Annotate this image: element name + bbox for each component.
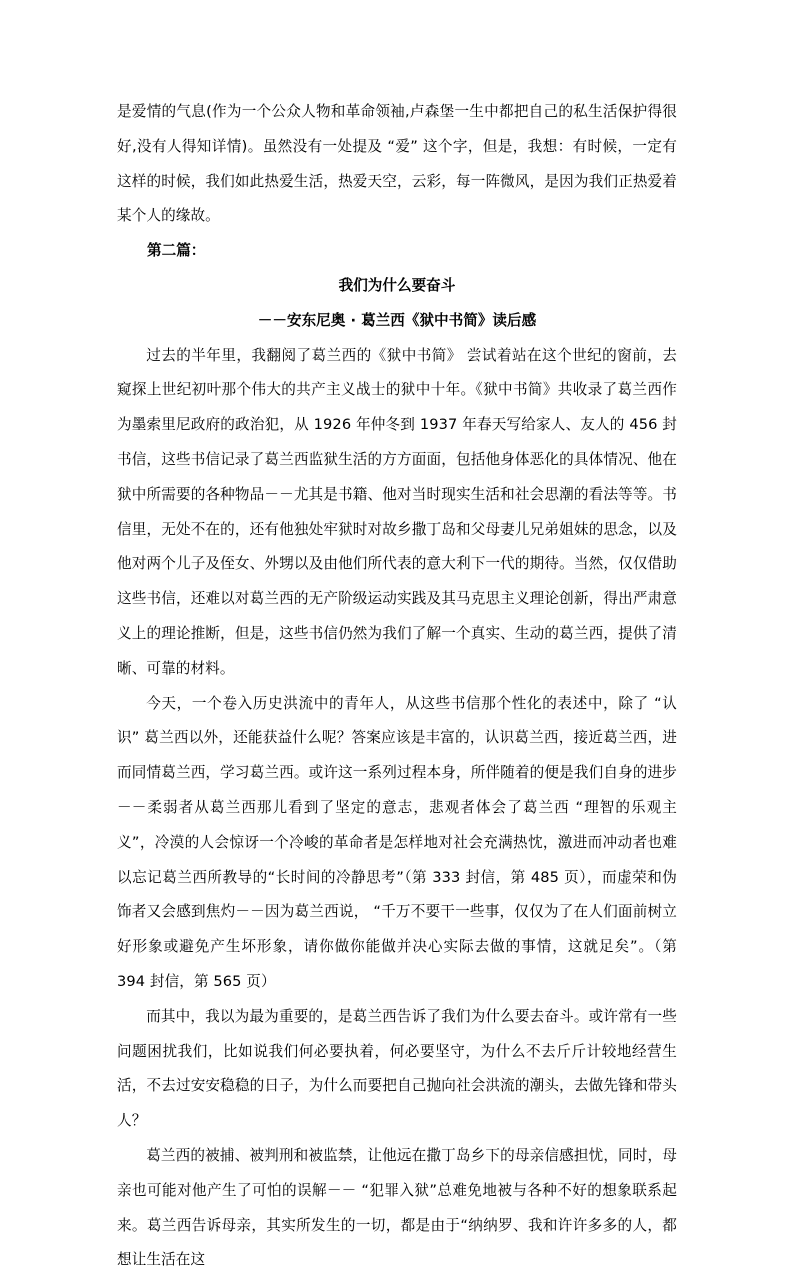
article-subtitle: －－安东尼奥 · 葛兰西《狱中书简》读后感 — [257, 311, 537, 329]
article-title: 我们为什么要奋斗 — [338, 276, 456, 294]
continuation-paragraph: 是爱情的气息(作为一个公众人物和革命领袖,卢森堡一生中都把自己的私生活保护得很好,没有人得知详情)。虽然没有一处提及 “爱” 这个字，但是，我想：有时候，一定有这样的时候，我们如此热爱生活，热爱天空，云彩，每一阵微风，是因为我们正热爱着某个人的缘故。 — [117, 103, 677, 225]
body-paragraph: 葛兰西的被捕、被判刑和被监禁，让他远在撒丁岛乡下的母亲信感担忧，同时，母亲也可能对他产生了可怕的误解－－ “犯罪入狱”总难免地被与各种不好的想象联系起来。葛兰西告诉母亲，其实所发生的一切，都是由于“纳纳罗、我和许许多多的人，都想让生活在这 — [117, 1146, 677, 1269]
body-paragraph: 今天，一个卷入历史洪流中的青年人，从这些书信那个性化的表述中，除了 “认识” 葛兰西以外，还能获益什么呢？答案应该是丰富的，认识葛兰西，接近葛兰西，进而同情葛兰西，学习葛兰西。或许这一系列过程本身，所伴随着的便是我们自身的进步－－柔弱者从葛兰西那儿看到了坚定的意志，悲观者体会了葛兰西 “理智的乐观主义”，冷漠的人会惊讶一个冷峻的革命者是怎样地对社会充满热忱，激进而冲动者也难以忘记葛兰西所教导的“长时间的冷静思考”（第 333 封信，第 485 页），而虚荣和伪饰者又会感到焦灼－－因为葛兰西说， “千万不要干一些事，仅仅为了在人们面前树立好形象或避免产生坏形象，请你做你能做并决心实际去做的事情，这就足矣”。（第 394 封信，第 565 页） — [117, 694, 677, 990]
document-page — [117, 95, 677, 1278]
section-label: 第二篇： — [147, 242, 206, 260]
body-paragraph: 而其中，我以为最为重要的，是葛兰西告诉了我们为什么要去奋斗。或许常有一些问题困扰我们，比如说我们何必要执着，何必要坚守，为什么不去斤斤计较地经营生活，不去过安安稳稳的日子，为什么而要把自己抛向社会洪流的潮头，去做先锋和带头人？ — [117, 1007, 677, 1130]
body-paragraph: 过去的半年里，我翻阅了葛兰西的《狱中书简》 尝试着站在这个世纪的窗前，去窥探上世纪初叶那个伟大的共产主义战士的狱中十年。《狱中书简》共收录了葛兰西作为墨索里尼政府的政治犯，从 1926 年仲冬到 1937 年春天写给家人、友人的 456 封书信，这些书信记录了葛兰西监狱生活的方方面面，包括他身体恶化的具体情况、他在狱中所需要的各种物品－－尤其是书籍、他对当时现实生活和社会思潮的看法等等。书信里，无处不在的，还有他独处牢狱时对故乡撒丁岛和父母妻儿兄弟姐妹的思念，以及他对两个儿子及侄女、外甥以及由他们所代表的意大利下一代的期待。当然，仅仅借助这些书信，还难以对葛兰西的无产阶级运动实践及其马克思主义理论创新，得出严肃意义上的理论推断，但是，这些书信仍然为我们了解一个真实、生动的葛兰西，提供了清晰、可靠的材料。 — [117, 346, 677, 677]
